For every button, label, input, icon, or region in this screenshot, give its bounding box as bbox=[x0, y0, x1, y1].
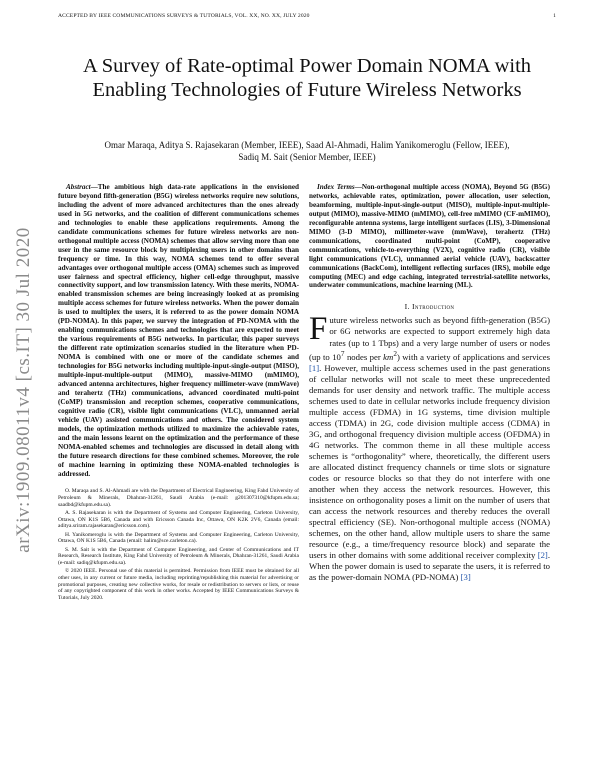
running-head-text: ACCEPTED BY IEEE COMMUNICATIONS SURVEYS & TUTORIALS, VOL. XX, NO. XX, JULY 2020 bbox=[58, 13, 310, 19]
page-number: 1 bbox=[553, 13, 556, 19]
footnote: A. S. Rajasekaran is with the Department of Systems and Computer Engineering, Carleton University, Ottawa, ON K1S 5B6, Canada and with Ericsson Canada Inc, Ottawa, ON K2K 2V6, Canada (email: aditya.sriram.rajasekaran@ericsson.com). bbox=[58, 510, 299, 530]
abstract bbox=[58, 183, 299, 478]
drop-cap: F bbox=[309, 311, 328, 348]
arxiv-stamp-text: arXiv:1909.08011v4 [cs.IT] 30 Jul 2020 bbox=[13, 227, 34, 553]
author-list bbox=[58, 139, 556, 163]
intro-paragraph bbox=[309, 311, 550, 583]
right-column bbox=[309, 183, 550, 583]
abstract-lead: Abstract bbox=[66, 183, 91, 191]
footnotes bbox=[58, 488, 299, 601]
intro-text: ) with a variety of applications and services bbox=[396, 351, 550, 362]
left-column bbox=[58, 183, 299, 603]
intro-text: . When the power domain is used to separate the users, it is referred to as the power-domain NOMA (PD-NOMA) bbox=[309, 550, 550, 583]
citation-link[interactable]: [1] bbox=[309, 362, 320, 373]
index-terms-text: —Non-orthogonal multiple access (NOMA), Beyond 5G (B5G) networks, achievable rates, optimization, power allocation, user selection, beamforming, multiple-input-single-output (MISO), multiple-input-multiple-output (MIMO), massive-MIMO (mMIMO), cell-free mMIMO (CF-mMIMO), reconfigurable antenna systems, large intelligent surfaces (LIS), 3-Dimensional MIMO (3-D MIMO), millimeter-wave (mmWave), terahertz (THz) communications, coordinated multi-point (CoMP), cooperative communications, vehicle-to-everything (V2X), cognitive radio (CR), visible light communications (VLC), unmanned aerial vehicle (UAV), backscatter communications (BackCom), intelligent reflecting surfaces (IRS), mobile edge computing (MEC) and edge caching, integrated terrestrial-satellite networks, underwater communications, machine learning (ML). bbox=[309, 183, 550, 290]
abstract-text: —The ambitious high data-rate applications in the envisioned future beyond fifth-generation (B5G) wireless networks require new solutions, including the advent of more advanced architectures than the ones already used in 5G networks, and the coalition of different communications schemes and technologies to enable these applications requirements. Among the candidate communications schemes for future wireless networks are non-orthogonal multiple access (NOMA) schemes that allow serving more than one user in the same resource block by multiplexing users in other domains than frequency or time. In this way, NOMA schemes tend to offer several advantages over orthogonal multiple access (OMA) schemes such as improved user fairness and spectral efficiency, higher cell-edge throughput, massive connectivity support, and low transmission latency. With these merits, NOMA-enabled transmission schemes are being increasingly looked at as promising multiple access schemes for future wireless networks. When the power domain is used to multiplex the users, it is referred to as the power domain NOMA (PD-NOMA). In this paper, we survey the integration of PD-NOMA with the enabling communications schemes and technologies that are expected to meet the various requirements of B5G networks. In particular, this paper surveys the different rate optimization scenarios studied in the literature when PD-NOMA is combined with one or more of the candidate schemes and technologies for B5G networks including multiple-input-single-output (MISO), multiple-input-multiple-output (MIMO), massive-MIMO (mMIMO), advanced antenna architectures, higher frequency millimeter-wave (mmWave) and terahertz (THz) communications, advanced coordinated multi-point (CoMP) transmission and reception schemes, cooperative communications, cognitive radio (CR), visible light communications (VLC), unmanned aerial vehicle (UAV) assisted communications and others. The considered system models, the optimization methods utilized to maximize the achievable rates, and the main lessons learnt on the optimization and the performance of these NOMA-enabled schemes and technologies are discussed in detail along with the future research directions for these combined schemes. Moreover, the role of machine learning in optimizing these NOMA-enabled technologies is addressed. bbox=[58, 183, 299, 478]
footnote: H. Yanikomeroglu is with the Department of Systems and Computer Engineering, Carleton University, Ottawa, ON K1S 5B6, Canada (email: halim@sce.carleton.ca). bbox=[58, 531, 299, 545]
intro-text: uture wireless networks such as beyond fifth-generation (B5G) or 6G networks are expected to support extremely high data rates (up to 1 Tbps) and a very large number of users or nodes (up to 10 bbox=[309, 315, 550, 362]
footnote: O. Maraqa and S. Al-Ahmadi are with the Department of Electrical Engineering, King Fahd University of Petroleum & Minerals, Dhahran-31261, Saudi Arabia (e-mail: g201307310@kfupm.edu.sa; saadbd@kfupm.edu.sa). bbox=[58, 488, 299, 508]
intro-text: . However, multiple access schemes used in the past generations of cellular networks will not scale to meet these unprecedented demands for user density and network traffic. The multiple access schemes used to date in cellular networks include frequency division multiple access (FDMA) in 1G systems, time division multiple access (TDMA) in 2G, code division multiple access (CDMA) in 3G, and orthogonal frequency division multiple access (OFDMA) in 4G networks. The common theme in all these multiple access schemes is “orthogonality” where, theoretically, the different users are allocated distinct frequency channels or time slots or signature codes or resource blocks so that they do not interfere with one another when they access the network resources. However, this insistence on orthogonality poses a limit on the number of users that can access the network resources and thereby reduces the overall spectral efficiency (SE). Non-orthogonal multiple access (NOMA) schemes, on the other hand, allow multiple users to share the same resource (e.g., a time/frequency resource block) and separate the users in other domains with some additional receiver complexity bbox=[309, 362, 550, 561]
citation-link[interactable]: [3] bbox=[460, 572, 471, 583]
intro-text: nodes per bbox=[344, 351, 384, 362]
unit-km: km bbox=[383, 351, 394, 362]
section-heading: I. Introduction bbox=[404, 302, 455, 312]
paper-title: A Survey of Rate-optimal Power Domain NOMA with Enabling Technologies of Future Wireless Networks bbox=[82, 55, 532, 101]
footnote: S. M. Sait is with the Department of Computer Engineering, and Center of Communications and IT Research, Research Institute, King Fahd University of Petroleum & Minerals, Dhahran-31261, Saudi Arabia (e-mail: sadiq@kfupm.edu.sa). bbox=[58, 546, 299, 566]
arxiv-stamp bbox=[8, 200, 40, 580]
exponent: 2 bbox=[393, 349, 397, 358]
running-header bbox=[58, 13, 556, 19]
author-line-2: Sadiq M. Sait (Senior Member, IEEE) bbox=[238, 152, 376, 162]
citation-link[interactable]: [2] bbox=[537, 550, 548, 561]
exponent: 7 bbox=[340, 349, 345, 358]
copyright-notice: © 2020 IEEE. Personal use of this material is permitted. Permission from IEEE must be obtained for all other uses, in any current or future media, including reprinting/republishing this material for advertising or promotional purposes, creating new collective works, for resale or redistribution to servers or lists, or reuse of any copyrighted component of this work in other works. Accepted by IEEE Communications Surveys & Tutorials, July 2020. bbox=[58, 568, 299, 601]
index-terms bbox=[309, 183, 550, 290]
author-line-1: Omar Maraqa, Aditya S. Rajasekaran (Member, IEEE), Saad Al-Ahmadi, Halim Yanikomeroglu (Fellow, IEEE), bbox=[104, 140, 510, 150]
index-terms-lead: Index Terms bbox=[317, 183, 355, 191]
